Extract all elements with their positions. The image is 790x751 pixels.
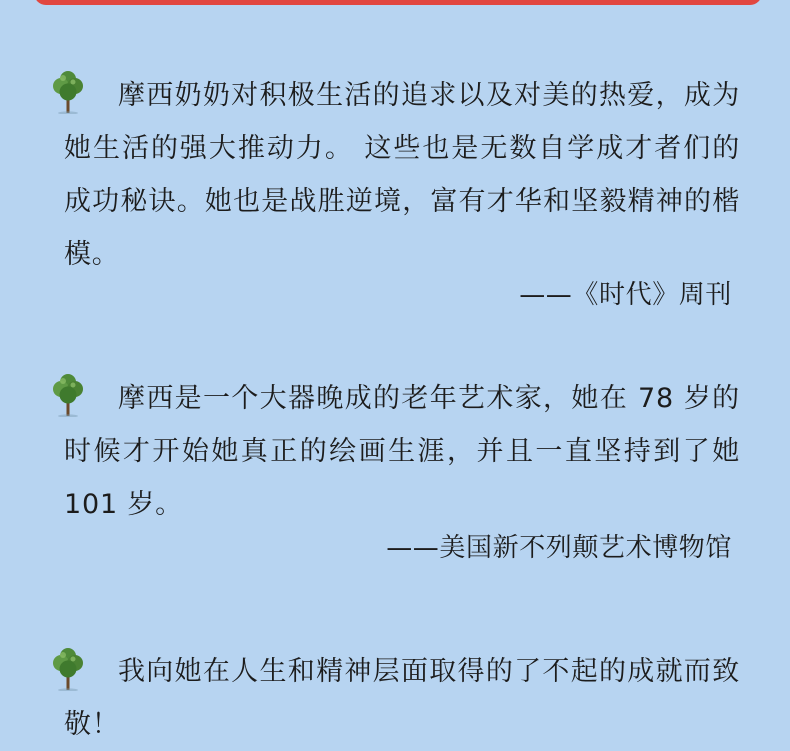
quote-source: ——美国新不列颠艺术博物馆 xyxy=(386,533,732,563)
quote-text: 摩西奶奶对积极生活的追求以及对美的热爱，成为她生活的强大推动力。 这些也是无数自学成才者们的成功秘诀。她也是战胜逆境，富有才华和坚毅精神的楷模。 xyxy=(64,80,740,270)
quote-text: 我向她在人生和精神层面取得的了不起的成就而致敬！ xyxy=(64,656,740,740)
quote-block-time xyxy=(64,69,740,281)
top-banner-edge xyxy=(34,0,762,5)
quote-source: ——《时代》周刊 xyxy=(519,280,732,310)
quote-text: 摩西是一个大器晚成的老年艺术家，她在 78 岁的时候才开始她真正的绘画生涯，并且一直坚持到了她 101 岁。 xyxy=(64,383,740,520)
quote-block-tribute xyxy=(64,645,740,751)
quote-block-museum xyxy=(64,372,740,531)
